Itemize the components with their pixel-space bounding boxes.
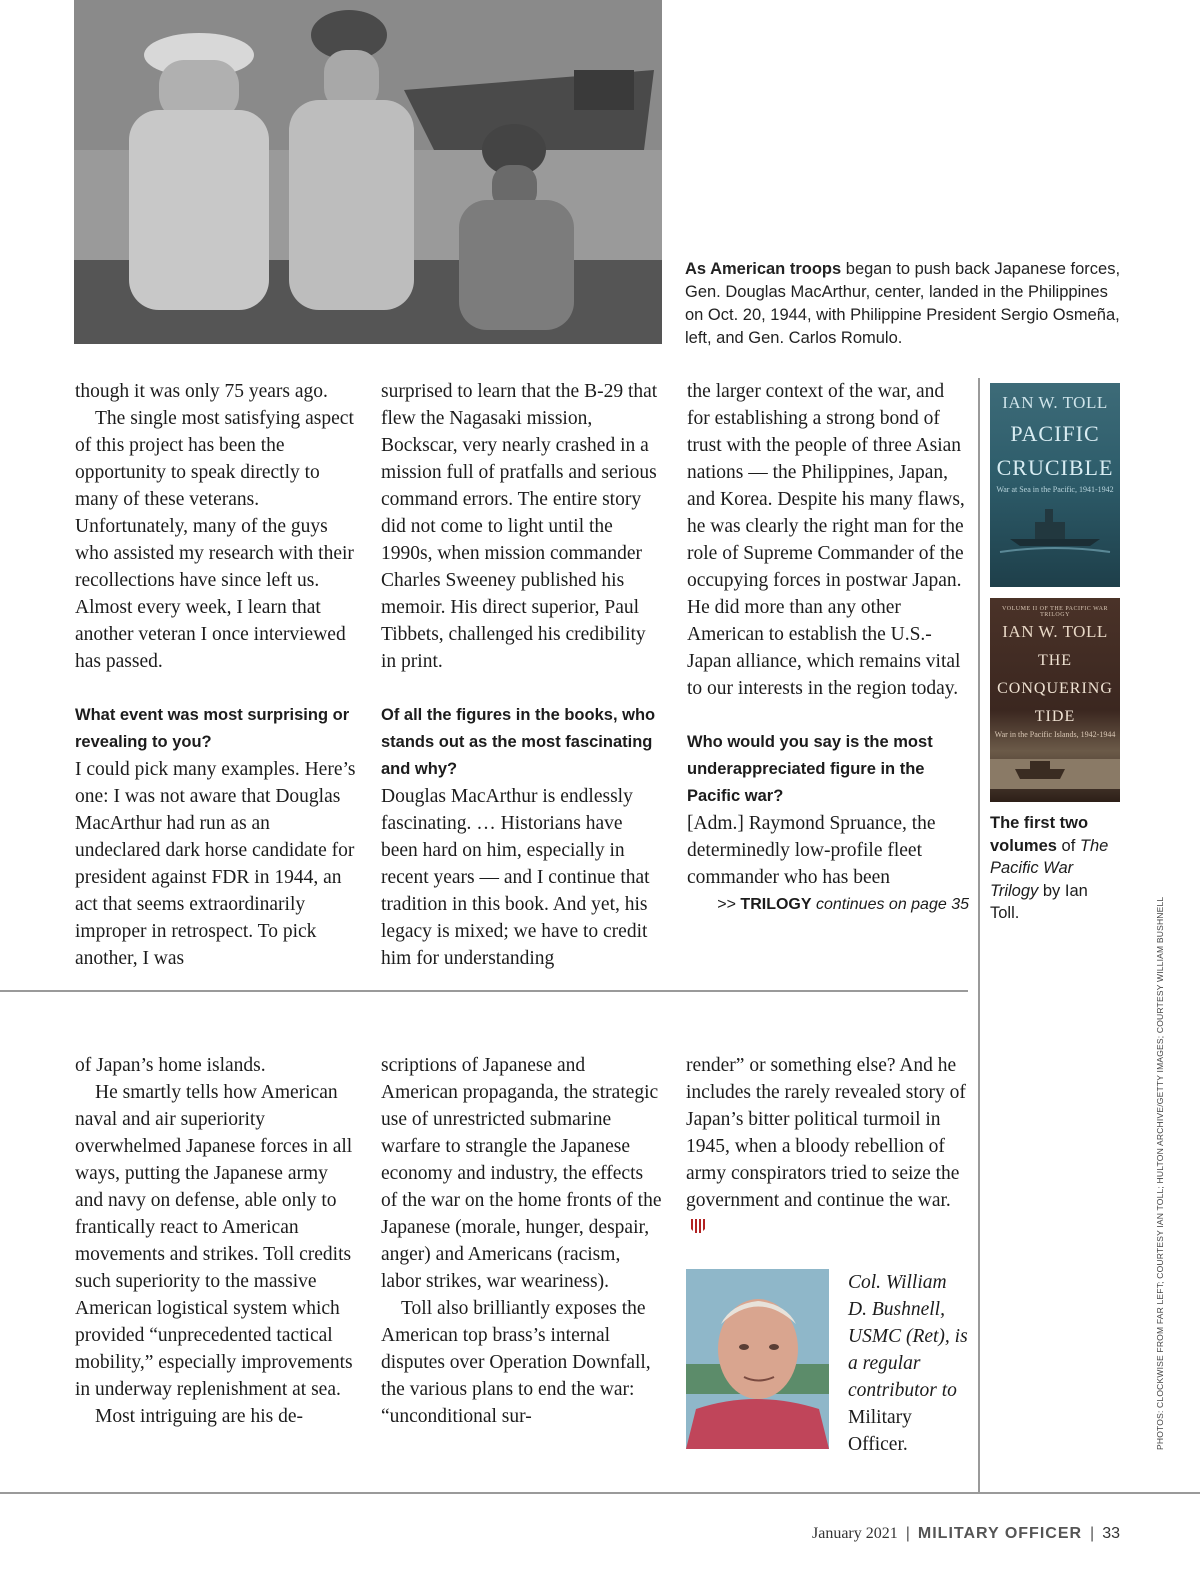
book-title-line: PACIFIC xyxy=(1010,421,1100,446)
book-title-line: THE xyxy=(1037,652,1073,669)
footer-separator: | xyxy=(905,1525,910,1542)
book-subtitle: War at Sea in the Pacific, 1941-1942 xyxy=(996,485,1114,494)
book-volume-label: VOLUME II OF THE PACIFIC WAR TRILOGY xyxy=(1001,606,1109,618)
beach-landing-illustration xyxy=(990,739,1120,789)
book-title-line: CRUCIBLE xyxy=(996,455,1114,480)
continued-label: TRILOGY xyxy=(740,896,812,913)
interview-answer: I could pick many examples. Here’s one: I was not aware that Douglas MacArthur had run as an undeclared dark horse candidate for president against FDR in 1944, an act that seems extraordinarily improper in retrospect. To pick another, I was xyxy=(75,759,356,969)
book-subtitle: War in the Pacific Islands, 1942-1944 xyxy=(994,730,1116,739)
continued-text: continues on page 35 xyxy=(811,896,969,913)
review-paragraph: Toll also brilliantly exposes the American top brass’s internal disputes over Operation Downfall, the various plans to end the war: “unconditional sur- xyxy=(381,1298,651,1427)
review-paragraph: scriptions of Japanese and American propaganda, the strategic use of unrestricted submarine warfare to strangle the Japanese economy and industry, the effects of the war on the home fronts of the Japanese (morale, hunger, despair, anger) and Americans (racism, labor strikes, war weariness). xyxy=(381,1055,662,1292)
interview-answer: [Adm.] Raymond Spruance, the determinedly low-profile fleet commander who has been xyxy=(687,813,936,888)
interview-question: Who would you say is the most underappreciated figure in the Pacific war? xyxy=(687,733,933,805)
photo-scene xyxy=(74,0,662,344)
book-caption-title: The Pacific War Trilogy xyxy=(990,836,1109,900)
reviewer-bio xyxy=(848,1269,968,1458)
footer-divider xyxy=(0,1492,1200,1494)
interview-paragraph: The single most satisfying aspect of this project has been the opportunity to speak directly to many of these veterans. Unfortunately, many of the guys who assisted my research with their recollections have since left us. Almost every week, I learn that another veteran I once interviewed has passed. xyxy=(75,408,354,672)
publication-name: Military Officer. xyxy=(848,1407,912,1455)
book-title-line: CONQUERING xyxy=(997,680,1113,697)
book-cover-pacific-crucible xyxy=(990,383,1120,587)
page-footer xyxy=(812,1525,1120,1543)
footer-separator: | xyxy=(1090,1525,1095,1542)
review-column-1 xyxy=(75,1052,357,1430)
book-caption xyxy=(990,812,1110,925)
issue-date: January 2021 xyxy=(811,1525,898,1542)
interview-question: What event was most surprising or revealing to you? xyxy=(75,706,350,751)
sidebar-divider xyxy=(978,378,980,1493)
book-cover-conquering-tide xyxy=(990,598,1120,802)
interview-paragraph: surprised to learn that the B-29 that flew the Nagasaki mission, Bockscar, very nearly crashed in a mission full of pratfalls and serious command errors. The entire story did not come to light until the 1990s, when mission commander Charles Sweeney published his memoir. His direct superior, Paul Tibbets, challenged his credibility in print. xyxy=(381,381,658,672)
reviewer-portrait xyxy=(686,1269,829,1449)
interview-column-1 xyxy=(75,378,357,972)
magazine-name: MILITARY OFFICER xyxy=(917,1525,1083,1542)
page-number: 33 xyxy=(1102,1525,1120,1542)
interview-question: Of all the figures in the books, who stands out as the most fascinating and why? xyxy=(381,706,656,778)
interview-paragraph: the larger context of the war, and for establishing a strong bond of trust with the people of three Asian nations — the Philippines, Japan, and Korea. Despite his many flaws, he was clearly the right man for the role of Supreme Commander of the occupying forces in postwar Japan. He did more than any other American to establish the U.S.-Japan alliance, which remains vital to our interests in the region today. xyxy=(687,381,965,699)
book-author: IAN W. TOLL xyxy=(1002,622,1108,641)
interview-column-3 xyxy=(687,378,969,918)
book-author: IAN W. TOLL xyxy=(1002,393,1108,412)
reviewer-photo xyxy=(686,1269,829,1449)
historical-photo xyxy=(74,0,662,344)
review-paragraph: of Japan’s home islands. xyxy=(75,1055,266,1076)
section-divider xyxy=(0,990,968,992)
interview-paragraph: though it was only 75 years ago. xyxy=(75,381,328,402)
interview-answer: Douglas MacArthur is endlessly fascinating. … Historians have been hard on him, especially in recent years — and I continue that tradition in this book. And yet, his legacy is mixed; we have to credit him for understanding xyxy=(381,786,650,969)
review-column-2 xyxy=(381,1052,663,1430)
review-paragraph xyxy=(686,1052,968,1243)
review-paragraph: Most intriguing are his de- xyxy=(95,1406,303,1427)
continued-arrow: >> xyxy=(717,896,741,913)
review-column-3 xyxy=(686,1052,968,1243)
reviewer-bio-text: Col. William D. Bushnell, USMC (Ret), is a regular contributor to xyxy=(848,1272,968,1401)
review-paragraph-text: render” or something else? And he includes the rarely revealed story of Japan’s bitter political turmoil in 1945, when a bloody rebellion of army conspirators tried to seize the government and continue the war. xyxy=(686,1055,966,1211)
continued-link[interactable] xyxy=(687,891,969,918)
book-caption-author: by Ian Toll. xyxy=(990,881,1088,922)
review-paragraph: He smartly tells how American naval and air superiority overwhelmed Japanese forces in all ways, putting the Japanese army and navy on defense, able only to frantically react to American movements and strikes. Toll credits such superiority to the massive American logistical system which provided “unprecedented tactical mobility,” especially improvements in underway replenishment at sea. xyxy=(75,1082,353,1400)
photo-credit: PHOTOS: CLOCKWISE FROM FAR LEFT; COURTESY IAN TOLL; HULTON ARCHIVE/GETTY IMAGES; COURTESY WILLIAM BUSHNELL xyxy=(1155,896,1165,1450)
caption-lead: As American troops xyxy=(685,260,842,278)
book-caption-of: of xyxy=(1056,836,1080,855)
end-mark-icon xyxy=(690,1216,706,1243)
caption-text: began to push back Japanese forces, Gen. Douglas MacArthur, center, landed in the Philippines on Oct. 20, 1944, with Philippine President Sergio Osmeña, left, and Gen. Carlos Romulo. xyxy=(685,260,1121,347)
book-caption-lead: The first two volumes xyxy=(990,814,1089,855)
book-title-line: TIDE xyxy=(1034,708,1076,725)
photo-caption xyxy=(685,258,1125,350)
battleship-illustration xyxy=(990,494,1120,554)
interview-column-2 xyxy=(381,378,663,972)
